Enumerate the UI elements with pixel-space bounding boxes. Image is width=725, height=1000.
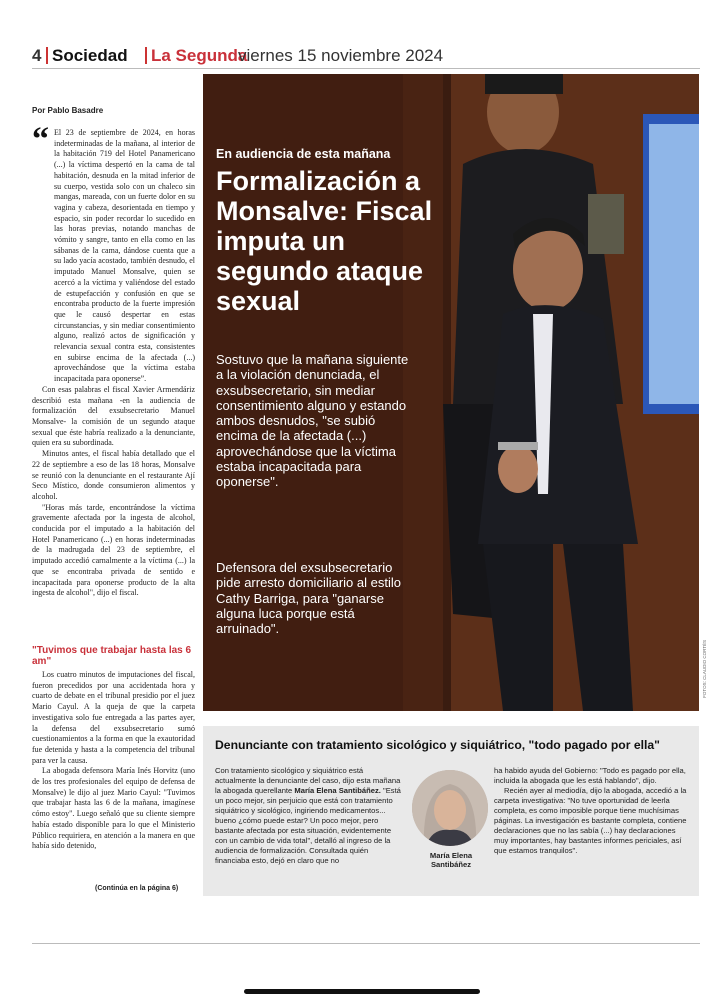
- photo-credit: FOTOS: CLAUDIO CORTÉS: [702, 640, 707, 698]
- article-paragraph: "Horas más tarde, encontrándose la víctima gravemente afectada por la ingesta de alcohol, conducida por el imputado a la habitación del Hotel Panamericano (...) en horas indeterminadas de la madrugada del 23 de septiembre, el imputado accedió carnalmente a la víctima (...) la que se encontraba privada de sentido e incapacitada para oponerse producto de la alta ingesta de alcohol", dijo el fiscal.: [32, 502, 195, 598]
- sidebar-column-2: [494, 766, 688, 856]
- portrait-photo: [412, 770, 488, 846]
- header-divider: [145, 47, 147, 64]
- deck-paragraph-2: Defensora del exsubsecretario pide arresto domiciliario al estilo Cathy Barriga, para "ganarse alguna luca porque está arruinado".: [216, 560, 401, 637]
- sidebar-paragraph: ha habido ayuda del Gobierno: "Todo es pagado por ella, incluida la abogada que les está hablando", dijo.: [494, 766, 686, 785]
- sidebar-paragraph: Recién ayer al mediodía, dijo la abogada, accedió a la carpeta investigativa: "No tuve oportunidad de leerla completa, es como imposible porque tiene muchísimas páginas. La investigación es bastante completa, contiene declaraciones que no las sabía (...) hay declaraciones muy importantes, hay bastantes informes periciales, así que estamos tranquilos".: [494, 786, 687, 855]
- headline: Formalización a Monsalve: Fiscal imputa un segundo ataque sexual: [216, 166, 433, 316]
- home-indicator[interactable]: [244, 989, 480, 994]
- article-paragraph: La abogada defensora María Inés Horvitz (uno de los tres profesionales del equipo de defensa de Monsalve) le dijo al juez Mario Cayul: "Tuvimos que trabajar hasta las 6 de la mañana, imagínese cómo estoy". Luego señaló que su cliente siempre había estado disponible para lo que el Ministerio Público requiriera, en atención a la manera en que había sido detenido,: [32, 766, 195, 851]
- page-header: [32, 44, 700, 69]
- bottom-rule: [32, 943, 700, 944]
- sidebar-text: Con tratamiento sicológico y siquiátrico está actualmente la denunciante del caso, dijo esta mañana la abogada querellante: [215, 766, 401, 795]
- article-paragraph: Con esas palabras el fiscal Xavier Armendáriz describió esta mañana -en la audiencia de formalización del exsubsecretario Manuel Monsalve- la comisión de un segundo ataque sexual que éste habría realizado a la denunciante, quien era su subordinada.: [32, 384, 195, 448]
- article-subhead: "Tuvimos que trabajar hasta las 6 am": [32, 645, 192, 667]
- portrait-caption: María Elena Santibáñez: [429, 851, 473, 869]
- opening-quote-mark: “: [32, 121, 49, 158]
- deck-paragraph-1: Sostuvo que la mañana siguiente a la violación denunciada, el exsubsecretario, sin mediar consentimiento alguno y estando ambos desnudos, "se subió encima de la afectada (...) aprovechándose que la víctima estaba incapacitada para oponerse".: [216, 352, 409, 490]
- article-paragraph: El 23 de septiembre de 2024, en horas indeterminadas de la mañana, al interior de la habitación 719 del Hotel Panamericano (...) la víctima despertó en la cama de tal habitación, desnuda en la mitad inferior de su cuerpo, vestida solo con un chaleco sin mangas, mareada, con un fuerte dolor en su vagina y cabeza, desorientada en tiempo y espacio, sin poder recordar lo sucedido en las horas previas, notando manchas de vómito y sangre, tanto en ella como en las sábanas de la cama, dándose cuenta que a su lado yacía acostado, también desnudo, el imputado Manuel Monsalve, quien se acercó a la víctima y valiéndose del estado de estupefacción y confusión en que se encontraba producto de la fuerte impresión que le causó despertar en estas circunstancias, y sin mediar consentimiento alguno, realizó actos de significación y relevancia sexual contra esta, consistentes en subirse encima de la afectada (...) aprovechándose que la víctima estaba incapacitada para oponerse”.: [54, 128, 195, 384]
- article-body-bottom: [32, 670, 195, 852]
- page-number: 4: [32, 46, 42, 65]
- article-paragraph: Los cuatro minutos de imputaciones del fiscal, fueron precedidos por una accidentada hora y cuarto de debate en el tribunal presidio por el juez Mario Cayul. A la queja de que la carpeta investigativa solo fue entregada a las partes ayer, la defensa del exsubsecretario sumó cuestionamientos a la forma en que la exautoridad fue detenida y hasta a la competencia del tribunal para ver la causa.: [32, 670, 195, 765]
- article-paragraph: Minutos antes, el fiscal había detallado que el 22 de septiembre a eso de las 18 horas, Monsalve se reunió con la denunciante en el restaurante Ají Seco Místico, donde consumieron alimentos y alcohol.: [32, 449, 195, 501]
- header-divider: [46, 47, 48, 64]
- continued-note: (Continúa en la página 6): [95, 885, 179, 892]
- sidebar-text: "Está un poco mejor, sin perjuicio que está con tratamiento siquiátrico y sicológico, ingiriendo medicamentos... bueno ¿cómo puede estar? Un poco mejor, pero bastante afectada por esta situación, evidentemente con un cambio de vida total", detalló al ingreso de la audiencia de formalización. Consultada quién financiaba esto, dejó en claro que no: [215, 786, 401, 865]
- portrait-illustration: [412, 770, 488, 846]
- byline: Por Pablo Basadre: [32, 106, 104, 115]
- section-name: Sociedad: [52, 46, 128, 65]
- issue-date: viernes 15 noviembre 2024: [238, 46, 444, 65]
- sidebar-title: Denunciante con tratamiento sicológico y siquiátrico, "todo pagado por ella": [215, 738, 660, 752]
- lawyer-name: María Elena Santibáñez.: [294, 786, 381, 795]
- kicker: En audiencia de esta mañana: [216, 147, 391, 161]
- publication-name: La Segunda: [151, 46, 248, 65]
- article-body-top: [32, 128, 195, 599]
- sidebar-column-1: [215, 766, 403, 866]
